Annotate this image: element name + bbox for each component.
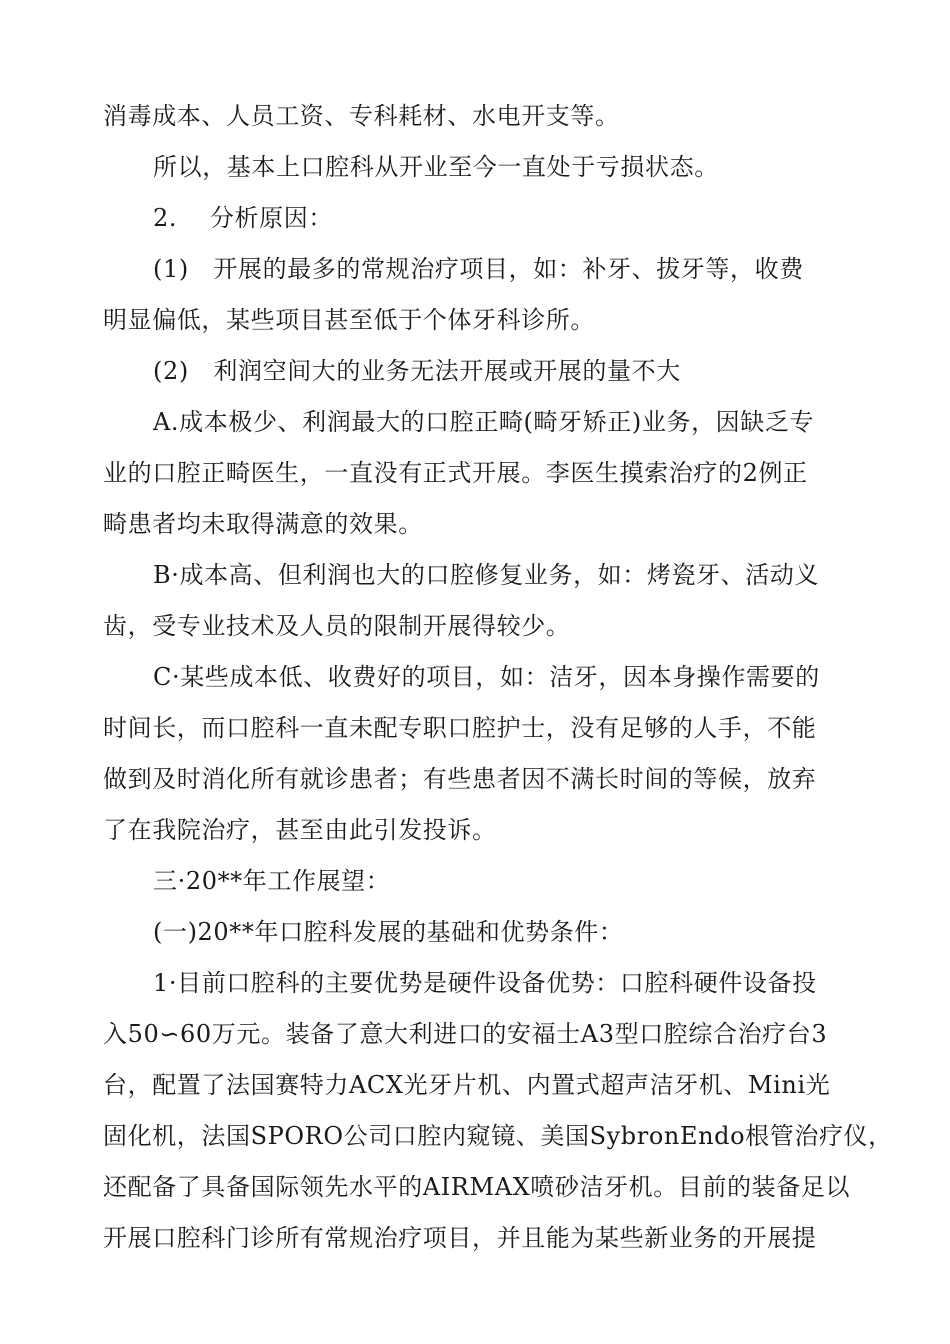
text-line: 1·目前口腔科的主要优势是硬件设备优势：口腔科硬件设备投 [153,969,817,997]
text-line: 所以，基本上口腔科从开业至今一直处于亏损状态。 [153,153,719,181]
text-line: 明显偏低，某些项目甚至低于个体牙科诊所。 [103,306,595,334]
text-line: 齿，受专业技术及人员的限制开展得较少。 [103,612,571,640]
text-line: 了在我院治疗，甚至由此引发投诉。 [103,816,497,844]
text-line: 2. 分析原因： [153,204,333,232]
text-line: 畸患者均未取得满意的效果。 [103,510,423,538]
section-heading: 三·20**年工作展望： [153,867,391,895]
text-line: 业的口腔正畸医生，一直没有正式开展。李医生摸索治疗的2例正 [103,459,808,487]
text-line: C·某些成本低、收费好的项目，如：洁牙，因本身操作需要的 [153,663,820,691]
subsection-heading: (一)20**年口腔科发展的基础和优势条件： [153,918,624,946]
text-line: 台，配置了法国赛特力ACX光牙片机、内置式超声洁牙机、Mini光 [103,1071,831,1099]
text-line: B·成本高、但利润也大的口腔修复业务，如：烤瓷牙、活动义 [153,561,820,589]
text-line: A.成本极少、利润最大的口腔正畸(畸牙矫正)业务，因缺乏专 [153,408,815,436]
text-line: 消毒成本、人员工资、专科耗材、水电开支等。 [103,102,620,130]
text-line: 入50∽60万元。装备了意大利进口的安福士A3型口腔综合治疗台3 [103,1020,828,1048]
text-line: (2) 利润空间大的业务无法开展或开展的量不大 [153,357,681,385]
text-line: 开展口腔科门诊所有常规治疗项目，并且能为某些新业务的开展提 [103,1224,817,1252]
text-line: 还配备了具备国际领先水平的AIRMAX喷砂洁牙机。目前的装备足以 [103,1173,851,1201]
text-line: 时间长，而口腔科一直未配专职口腔护士，没有足够的人手，不能 [103,714,817,742]
text-line: 固化机，法国SPORO公司口腔内窥镜、美国SybronEndo根管治疗仪， [103,1122,893,1150]
text-line: (1) 开展的最多的常规治疗项目，如：补牙、拔牙等，收费 [153,255,804,283]
text-line: 做到及时消化所有就诊患者；有些患者因不满长时间的等候，放弃 [103,765,817,793]
